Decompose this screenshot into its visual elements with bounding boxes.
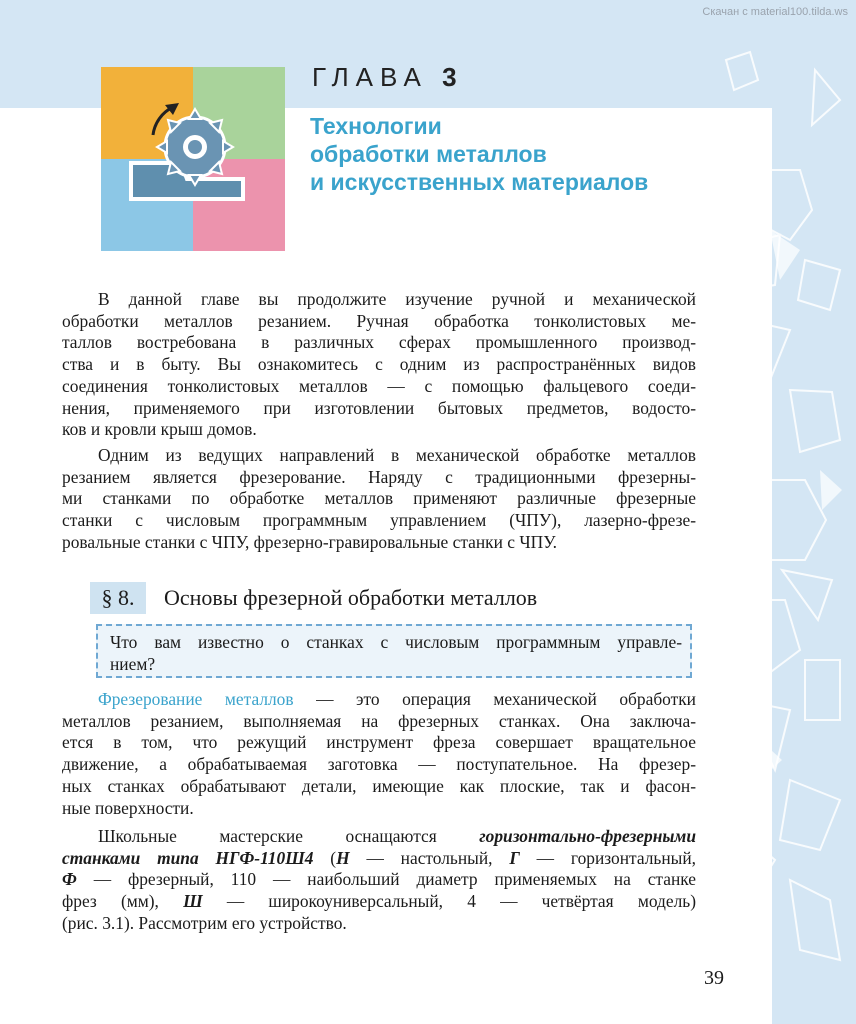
text-line: фрез (мм), Ш — широкоуниверсальный, 4 — четвёртая модель) (62, 891, 696, 912)
text-line: ных станках обрабатывают детали, имеющие как плоские, так и фасон- (62, 775, 696, 796)
text-line: станки с числовым программным управлением (ЧПУ), лазерно-фрезе- (62, 510, 696, 531)
section-number: § 8. (90, 582, 146, 614)
text-line: Фрезерование металлов — это операция механической обработки (98, 689, 696, 709)
chapter-label (312, 62, 457, 93)
text-line: обработки металлов резанием. Ручная обработка тонколистовых ме- (62, 310, 696, 331)
chapter-title-line: и искусственных материалов (310, 169, 649, 195)
body-paragraph-machines (62, 826, 696, 935)
chapter-title (310, 112, 730, 196)
text-line: ется в том, что режущий инструмент фреза совершает вращательное (62, 732, 696, 753)
page-number: 39 (704, 967, 724, 989)
text-line: таллов востребована в различных сферах промышленного производ- (62, 332, 696, 353)
text-line: резанием является фрезерование. Наряду с традиционными фрезерны- (62, 466, 696, 487)
chapter-title-line: Технологии (310, 113, 442, 139)
text-line: ровальные станки с ЧПУ, фрезерно-гравировальные станки с ЧПУ. (62, 531, 558, 552)
text-line: Школьные мастерские оснащаются горизонтально-фрезерными (98, 826, 696, 846)
download-watermark: Скачан с material100.tilda.ws (702, 6, 848, 18)
text-line: нием? (110, 653, 156, 674)
chapter-logo-milling-icon (101, 67, 285, 251)
intro-paragraph-2 (62, 445, 696, 554)
text-line: ства и в быту. Вы ознакомитесь с одним из распространённых видов (62, 354, 696, 375)
text-line: станками типа НГФ-110Ш4 (Н — настольный, Г — горизонтальный, (62, 847, 696, 868)
question-text (110, 632, 682, 675)
term-machine-type: станками типа НГФ-110Ш4 (62, 847, 314, 868)
text-line: ные поверхности. (62, 797, 194, 818)
term-horizontal-milling: горизонтально-фрезерными (479, 826, 696, 846)
chapter-number: 3 (442, 62, 457, 92)
text-line: В данной главе вы продолжите изучение ручной и механической (98, 289, 696, 309)
text-line: соединения тонколистовых металлов — с помощью фальцевого соеди- (62, 375, 696, 396)
chapter-word: ГЛАВА (312, 62, 428, 92)
text-line: ми станками по обработке металлов применяют различные фрезерные (62, 488, 696, 509)
chapter-title-line: обработки металлов (310, 141, 547, 167)
text-line: нения, применяемого при изготовлении бытовых предметов, водосто- (62, 397, 696, 418)
text-line: (рис. 3.1). Рассмотрим его устройство. (62, 912, 347, 933)
text-line: металлов резанием, выполняемая на фрезерных станках. Она заключа- (62, 710, 696, 731)
body-paragraph-definition (62, 689, 696, 819)
text-line: Ф — фрезерный, 110 — наибольший диаметр применяемых на станке (62, 869, 696, 890)
intro-paragraph-1 (62, 289, 696, 441)
text-line: движение, а обрабатываемая заготовка — поступательное. На фрезер- (62, 754, 696, 775)
question-box (96, 624, 692, 678)
text-line: Что вам известно о станках с числовым программным управле- (110, 632, 682, 652)
text-line: ков и кровли крыш домов. (62, 419, 257, 440)
section-title: Основы фрезерной обработки металлов (164, 585, 538, 610)
term-milling: Фрезерование металлов (98, 689, 294, 709)
text-line: Одним из ведущих направлений в механической обработке металлов (98, 445, 696, 465)
